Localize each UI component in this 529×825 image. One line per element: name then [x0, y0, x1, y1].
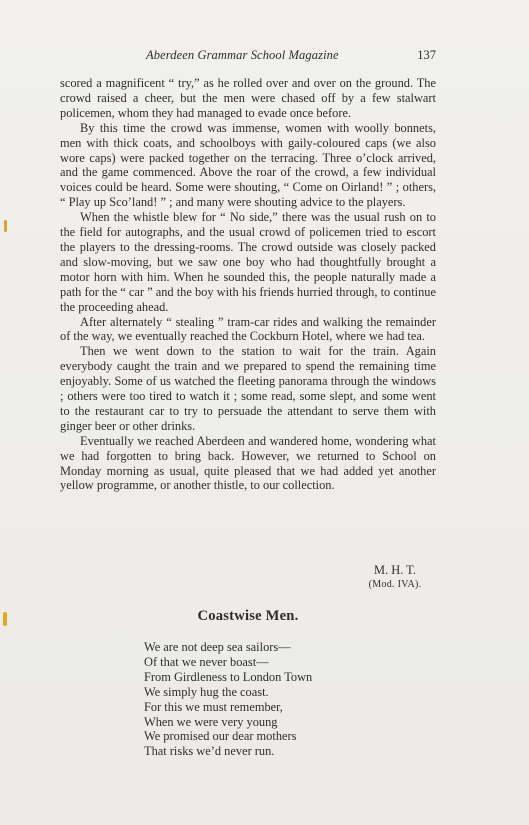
paragraph-3: When the whistle blew for “ No side,” there was the usual rush on to the field for autographs, and the usual crowd of policemen tried to escort the players to the dressing-rooms. The crowd outside was closely packed and slow-moving, but we saw one boy who had thoughtfully brought a motor horn with him. When he sounded this, the people naturally made a path for the “ car ” and the boy with his friends hurried through, to continue the proceeding ahead. [60, 210, 436, 314]
article-body [60, 76, 436, 493]
poem-body [144, 640, 312, 759]
paragraph-5: Then we went down to the station to wait for the train. Again everybody caught the train and we prepared to spend the remaining time enjoyably. Some of us watched the fleeting panorama through the windows ; others were too tired to watch it ; some read, some slept, and some went to the restaurant car to try to persuade the attendant to serve them with ginger beer or other drinks. [60, 344, 436, 433]
paragraph-1: scored a magnificent “ try,” as he rolled over and over on the ground. The crowd raised a cheer, but the men were chased off by a few stalwart policemen, whom they had managed to evade once before. [60, 76, 436, 120]
poem-line: From Girdleness to London Town [144, 669, 313, 684]
margin-tab-mark [4, 220, 7, 232]
author-initials: M. H. T. [374, 563, 416, 577]
poem-line: We promised our dear mothers [144, 729, 297, 744]
paragraph-2: By this time the crowd was immense, women with woolly bonnets, men with thick coats, and schoolboys with gaily-coloured caps (we also wore caps) were packed together on the terracing. Three o’clock arrived, and the game commenced. Above the roar of the crowd, a few individual voices could be heard. Some were shouting, “ Come on Oirland! ” ; others, “ Play up Sco’land! ” ; and many were shouting advice to the players. [60, 120, 436, 210]
paragraph-6: Eventually we reached Aberdeen and wandered home, wondering what we had forgotten to bring back. However, we returned to School on Monday morning as usual, quite pleased that we had added yet another yellow programme, or another thistle, to our collection. [60, 433, 436, 493]
poem-line: That risks we’d never run. [144, 744, 275, 759]
poem-line: When we were very young [144, 714, 278, 729]
poem-line: We are not deep sea sailors— [144, 640, 291, 654]
poem-title: Coastwise Men. [197, 608, 299, 624]
margin-tab-mark [3, 612, 7, 626]
author-form: (Mod. IVA). [368, 579, 422, 590]
poem-line: We simply hug the coast. [144, 684, 269, 699]
magazine-title: Aberdeen Grammar School Magazine [146, 48, 339, 62]
poem-line: For this we must remember, [144, 699, 283, 714]
running-head [60, 48, 436, 66]
paragraph-4: After alternately “ stealing ” tram-car rides and walking the remainder of the way, we eventually reached the Cockburn Hotel, where we had tea. [60, 314, 436, 344]
poem-line: Of that we never boast— [144, 654, 269, 669]
page-number: 137 [417, 48, 436, 62]
author-signature [350, 563, 440, 592]
